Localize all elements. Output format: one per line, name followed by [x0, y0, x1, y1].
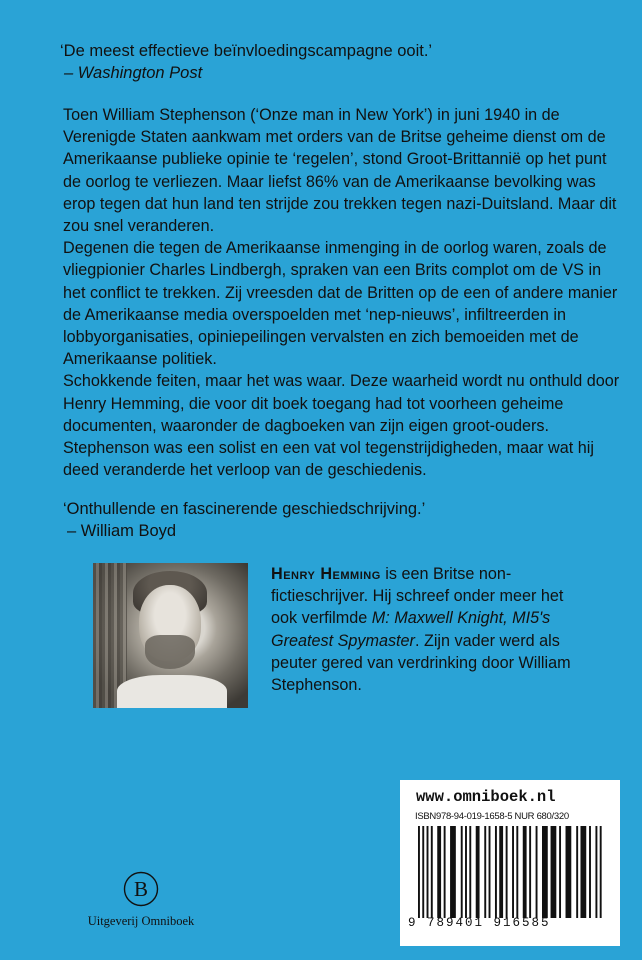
barcode-bar [551, 826, 557, 918]
review-quote-source: – William Boyd [67, 522, 177, 540]
barcode-bar [529, 826, 531, 918]
barcode-bar [469, 826, 471, 918]
blurb-paragraph: Toen William Stephenson (‘Onze man in New York’) in juni 1940 in de Verenigde Staten aankwam met orders van de Britse geheime dienst om de Amerikaanse publieke opinie te ‘regelen’, stond Groot-Brittannië op het punt de oorlog te verliezen. Maar liefst 86% van de Amerikaanse bevolking was erop tegen dat hun land ten strijde zou trekken tegen nazi-Duitsland. Maar dit zou snel veranderen. [63, 106, 617, 236]
blurb-paragraph: Schokkende feiten, maar het was waar. Deze waarheid wordt nu onthuld door Henry Hemming, die voor dit boek toegang had tot voorheen geheime documenten, waaronder de dagboeken van zijn eigen groot-ouders. Stephenson was een solist en een vat vol tegenstrijdigheden, maar wat hij deed veranderde het verloop van de geschiedenis. [63, 372, 620, 480]
publisher-website: www.omniboek.nl [416, 788, 556, 806]
barcode-bar [476, 826, 480, 918]
barcode-bar [580, 826, 586, 918]
barcode-bar [576, 826, 578, 918]
author-photo [93, 563, 248, 708]
barcode-bar [600, 826, 602, 918]
barcode-bar [566, 826, 572, 918]
top-quote-source: – Washington Post [64, 64, 203, 82]
barcode-bar [437, 826, 441, 918]
blurb [63, 104, 623, 481]
isbn-line: ISBN978-94-019-1658-5 NUR 680/320 [415, 811, 569, 822]
publisher-name: Uitgeverij Omniboek [87, 914, 195, 928]
publisher-block [80, 870, 202, 929]
top-quote-text: ‘De meest effectieve beïnvloedingscampagne ooit.’ [60, 42, 433, 60]
barcode-bar [499, 826, 503, 918]
author-bio [271, 563, 571, 696]
barcode-bar [512, 826, 514, 918]
barcode-bar [506, 826, 508, 918]
publisher-logo-icon [122, 870, 160, 908]
review-quote-text: ‘Onthullende en fascinerende geschiedschrijving.’ [63, 500, 426, 518]
barcode-bar [495, 826, 497, 918]
barcode-bar [444, 826, 446, 918]
barcode-bar [427, 826, 429, 918]
author-bio-text: is een Britse non-fictieschrijver. Hij schreef onder meer het ook verfilmde [271, 565, 564, 628]
barcode-bar [523, 826, 527, 918]
barcode-bar [461, 826, 463, 918]
author-name: Henry Hemming [271, 565, 381, 583]
barcode-bar [516, 826, 518, 918]
barcode-bar [595, 826, 597, 918]
barcode-bar [418, 826, 420, 918]
svg-text:B: B [133, 877, 149, 901]
barcode-bar [589, 826, 591, 918]
barcode-digits: 9 789401 916585 [408, 916, 551, 930]
barcode-bar [559, 826, 561, 918]
barcode-bar [542, 826, 548, 918]
blurb-paragraph: Degenen die tegen de Amerikaanse inmenging in de oorlog waren, zoals de vliegpionier Charles Lindbergh, spraken van een Brits complot om de VS in het conflict te trekken. Zij vreesden dat de Britten op de een of andere manier de Amerikaanse media overspoelden met ‘nep-nieuws’, infiltreerden in lobbyorganisaties, opiniepeilingen vervalsten en zich bemoeiden met de Amerikaanse politiek. [63, 239, 618, 369]
barcode-panel [400, 780, 620, 946]
barcode-bar [431, 826, 433, 918]
barcode-bar [465, 826, 467, 918]
barcode [418, 826, 604, 918]
barcode-bar [536, 826, 538, 918]
barcode-bar [489, 826, 491, 918]
barcode-bar [484, 826, 486, 918]
author-book-title: M: Maxwell Knight, MI5's Greatest Spymaster [271, 609, 551, 650]
barcode-bar [450, 826, 456, 918]
author-bio-text-end: . Zijn vader werd als peuter gered van verdrinking door William Stephenson. [271, 631, 571, 695]
top-quote [60, 40, 432, 84]
barcode-bar [422, 826, 424, 918]
review-quote [63, 498, 425, 542]
